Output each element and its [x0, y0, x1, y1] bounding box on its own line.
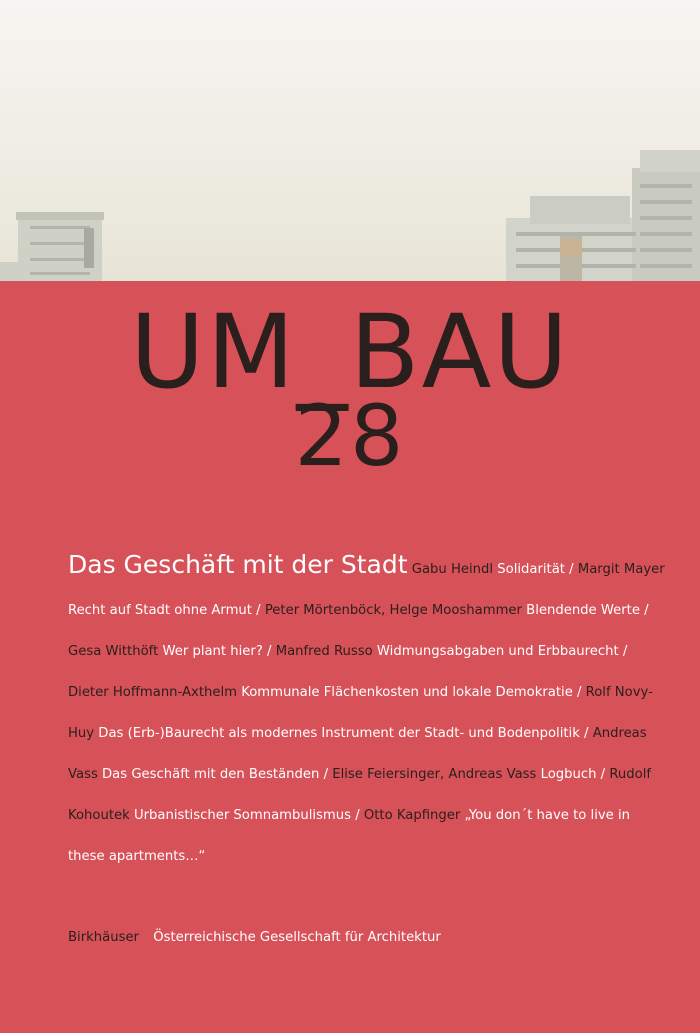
- contents-author: Andreas Vass: [68, 726, 647, 782]
- cover-photo: [0, 0, 700, 281]
- contents-author: Rudolf Kohoutek: [68, 767, 652, 823]
- buildings-illustration: [0, 0, 700, 281]
- contents-article-title: Blendende Werte /: [526, 603, 649, 618]
- contents-article-title: Logbuch /: [540, 767, 606, 782]
- contents-author: Manfred Russo: [275, 644, 373, 659]
- issue-number: 28: [294, 387, 406, 485]
- contents-author: Dieter Hoffmann-Axthelm: [68, 685, 237, 700]
- contents-article-title: „You don´t have to live in these apartments…“: [68, 808, 630, 864]
- contents-author: Elise Feiersinger, Andreas Vass: [332, 767, 537, 782]
- contents-author: Peter Mörtenböck, Helge Mooshammer: [264, 603, 522, 618]
- contents-author: Rolf Novy-Huy: [68, 685, 653, 741]
- contents-author: Otto Kapfinger: [363, 808, 461, 823]
- contents-article-title: Widmungsabgaben und Erbbaurecht /: [376, 644, 628, 659]
- contents-author: Margit Mayer: [577, 562, 665, 577]
- contents-article-title: Solidarität /: [497, 562, 574, 577]
- contents-article-title: Recht auf Stadt ohne Armut /: [68, 603, 261, 618]
- society-name: Österreichische Gesellschaft für Architektur: [153, 930, 441, 945]
- contents-article-title: Das (Erb-)Baurecht als modernes Instrument der Stadt- und Bodenpolitik /: [98, 726, 589, 741]
- publisher-name: Birkhäuser: [68, 930, 139, 945]
- contents-author: Gesa Witthöft: [68, 644, 159, 659]
- contents-article-title: Urbanistischer Somnambulismus /: [133, 808, 360, 823]
- lead-title: Das Geschäft mit der Stadt: [68, 550, 408, 579]
- table-of-contents: [68, 549, 668, 877]
- contents-article-title: Das Geschäft mit den Beständen /: [102, 767, 329, 782]
- contents-article-title: Wer plant hier? /: [162, 644, 272, 659]
- contents-article-title: Kommunale Flächenkosten und lokale Demokratie /: [241, 685, 582, 700]
- footer: [68, 928, 441, 948]
- magazine-title: UM_BAU: [129, 293, 571, 412]
- contents-author: Gabu Heindl: [411, 562, 494, 577]
